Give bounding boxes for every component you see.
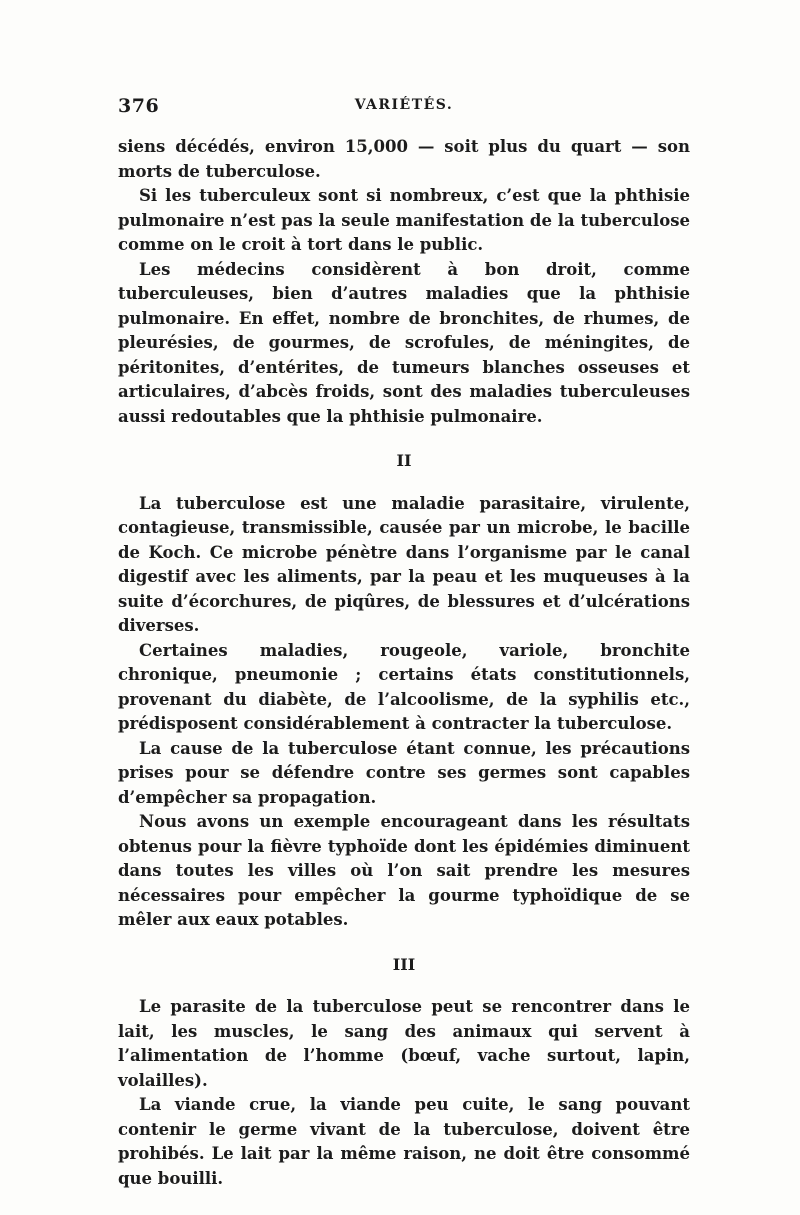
spacer xyxy=(118,933,690,953)
page-number: 376 xyxy=(118,95,160,117)
section-heading-iii: III xyxy=(392,954,416,974)
spacer xyxy=(118,474,690,492)
paragraph: Si les tuberculeux sont si nombreux, c’est que la phthisie pulmonaire n’est pas la seule manifestation de la tuberculose comme on le croit à tort dans le public. xyxy=(118,186,690,254)
text-block xyxy=(118,135,690,1191)
paragraph: Nous avons un exemple encourageant dans les résultats obtenus pour la fièvre typhoïde dont les épidémies diminuent dans toutes les villes où l’on sait prendre les mesures nécessaires pour empêcher la gourme typhoïdique de se mêler aux eaux potables. xyxy=(118,812,690,929)
paragraph: Le parasite de la tuberculose peut se rencontrer dans le lait, les muscles, le sang des animaux qui servent à l’alimentation de l’homme (bœuf, vache surtout, lapin, volailles). xyxy=(118,997,690,1090)
paragraph-continuation: siens décédés, environ 15,000 — soit plus du quart — son morts de tuberculose. xyxy=(118,137,690,181)
paragraph: La cause de la tuberculose étant connue, les précautions prises pour se défendre contre ses germes sont capables d’empêcher sa propagation. xyxy=(118,738,690,807)
spacer xyxy=(118,977,690,995)
paragraph: La viande crue, la viande peu cuite, le sang pouvant contenir le germe vivant de la tuberculose, doivent être prohibés. Le lait par la même raison, ne doit être consommé que bouilli. xyxy=(118,1095,690,1188)
section-heading-ii: II xyxy=(396,451,412,470)
spacer xyxy=(118,429,690,449)
running-title: VARIÉTÉS. xyxy=(354,97,454,113)
running-head xyxy=(118,95,690,125)
paragraph: La tuberculose est une maladie parasitaire, virulente, contagieuse, transmissible, causée par un microbe, le bacille de Koch. Ce microbe pénètre dans l’organisme par le canal digestif avec les aliments, par la peau et les muqueuses à la suite d’écorchures, de piqûres, de blessures et d’ulcérations diverses. xyxy=(118,493,690,635)
paragraph: Les médecins considèrent à bon droit, comme tuberculeuses, bien d’autres maladies que la phthisie pulmonaire. En effet, nombre de bronchites, de rhumes, de pleurésies, de gourmes, de scrofules, de méningites, de péritonites, d’entérites, de tumeurs blanches osseuses et articulaires, d’abcès froids, sont des maladies tuberculeuses aussi redoutables que la phthisie pulmonaire. xyxy=(118,259,690,426)
paragraph: Certaines maladies, rougeole, variole, bronchite chronique, pneumonie ; certains états constitutionnels, provenant du diabète, de l’alcoolisme, de la syphilis etc., prédisposent considérablement à contracter la tuberculose. xyxy=(118,640,690,733)
